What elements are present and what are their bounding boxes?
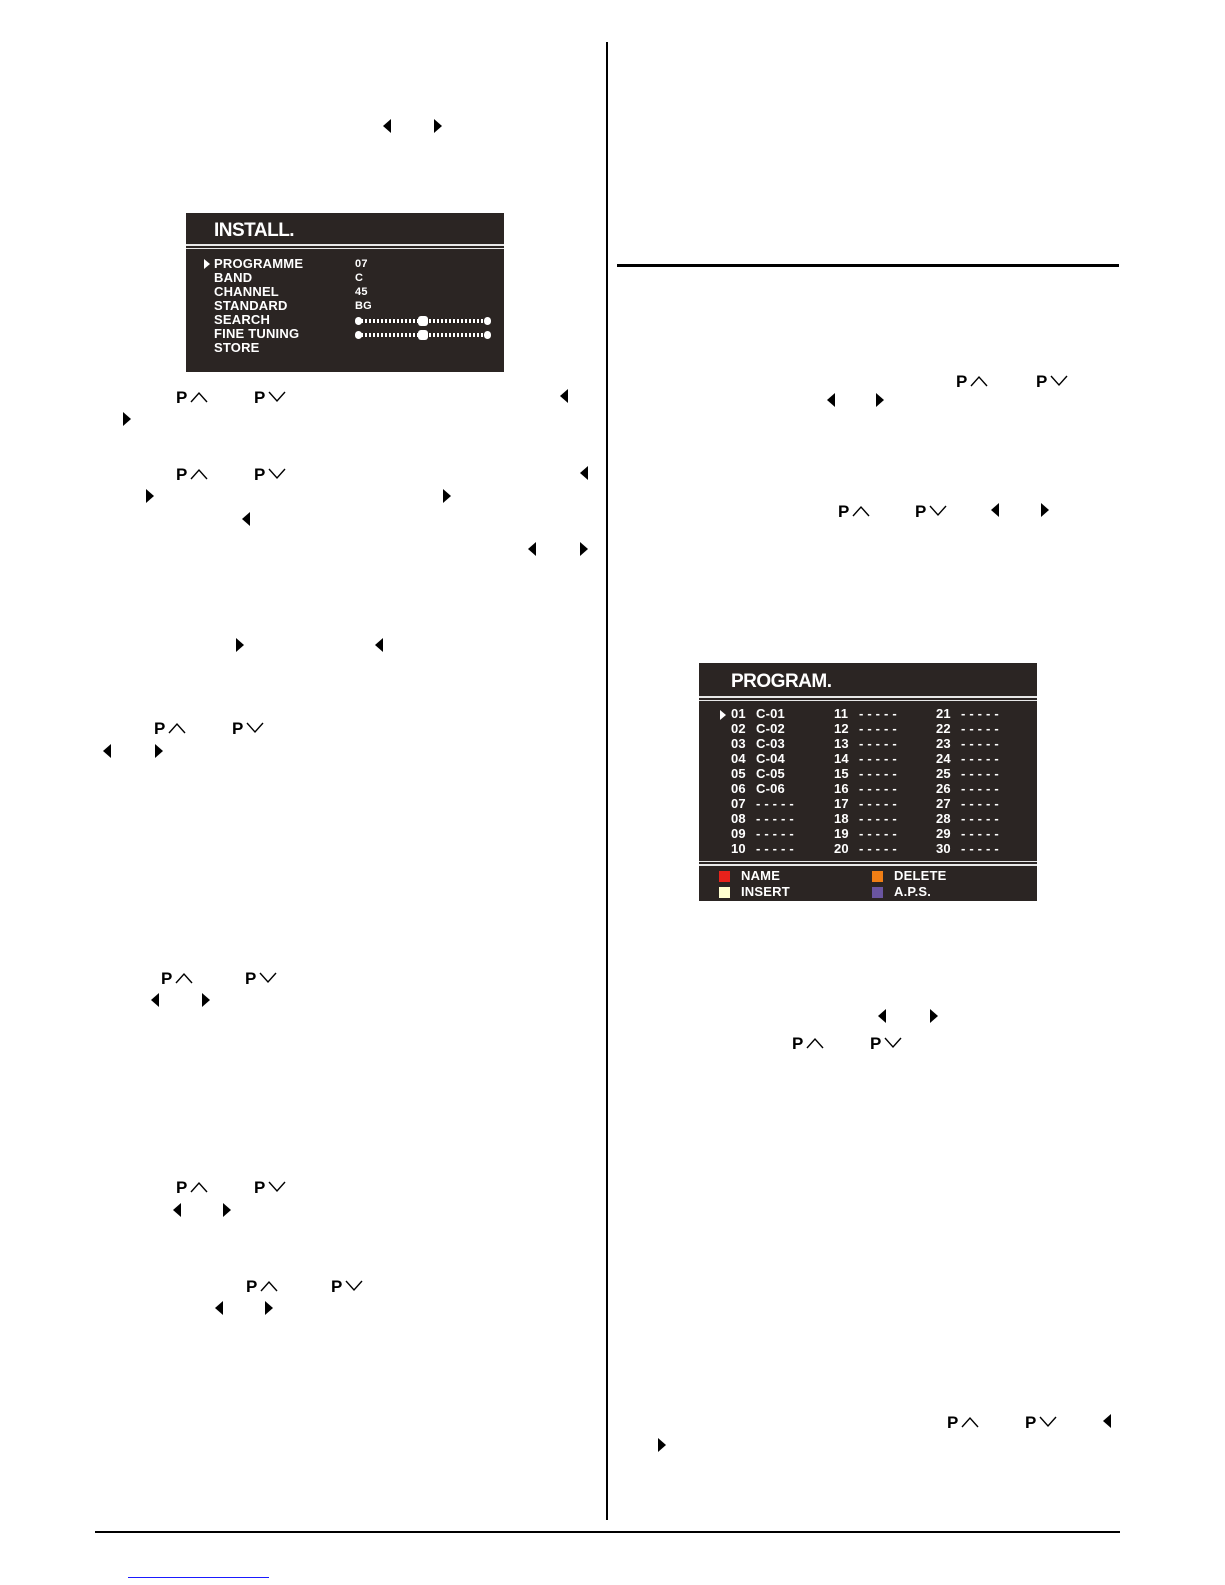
- program-number[interactable]: 25: [936, 766, 951, 781]
- install-row-store[interactable]: [214, 341, 260, 355]
- p-key-label: P: [947, 1412, 959, 1432]
- p-key-label: P: [956, 371, 968, 391]
- program-number[interactable]: 16: [834, 781, 849, 796]
- program-number[interactable]: 14: [834, 751, 849, 766]
- install-menu-divider: [186, 244, 504, 246]
- right-arrow-icon: [1041, 503, 1049, 517]
- program-number[interactable]: 09: [731, 826, 746, 841]
- chevron-down-icon: [884, 1037, 902, 1049]
- program-up-key: [246, 1275, 278, 1297]
- chevron-down-icon: [259, 972, 277, 984]
- program-number[interactable]: 28: [936, 811, 951, 826]
- p-key-label: P: [838, 501, 850, 521]
- program-name[interactable]: C-02: [756, 721, 785, 736]
- program-number[interactable]: 24: [936, 751, 951, 766]
- chevron-down-icon: [929, 505, 947, 517]
- program-up-key: [956, 370, 988, 392]
- program-down-key: [254, 1176, 286, 1198]
- program-name[interactable]: C-01: [756, 706, 785, 721]
- right-arrow-icon: [443, 489, 451, 503]
- program-number[interactable]: 15: [834, 766, 849, 781]
- program-name[interactable]: - - - - -: [961, 736, 999, 751]
- footer-rule: [95, 1531, 1120, 1533]
- program-up-key: [838, 500, 870, 522]
- column-divider: [606, 42, 608, 1520]
- selection-cursor-icon: [720, 710, 726, 720]
- install-row-search[interactable]: [214, 313, 270, 327]
- program-number[interactable]: 17: [834, 796, 849, 811]
- program-number[interactable]: 11: [834, 706, 849, 721]
- program-menu-divider: [699, 861, 1037, 862]
- slider-right-end-icon: [484, 317, 491, 325]
- program-name[interactable]: - - - - -: [961, 841, 999, 856]
- left-arrow-icon: [375, 638, 383, 652]
- chevron-down-icon: [1050, 375, 1068, 387]
- white-key-icon: [719, 887, 730, 898]
- program-name[interactable]: - - - - -: [961, 781, 999, 796]
- program-down-key: [870, 1032, 902, 1054]
- program-number[interactable]: 06: [731, 781, 746, 796]
- p-key-label: P: [792, 1033, 804, 1053]
- chevron-up-icon: [806, 1037, 824, 1049]
- program-name[interactable]: - - - - -: [859, 826, 897, 841]
- install-row-band[interactable]: [214, 271, 252, 285]
- chevron-up-icon: [190, 1181, 208, 1193]
- program-name[interactable]: - - - - -: [961, 826, 999, 841]
- row-label: BAND: [214, 270, 253, 285]
- right-arrow-icon: [434, 119, 442, 133]
- install-menu-title: INSTALL.: [214, 220, 295, 241]
- install-menu-divider: [186, 248, 504, 249]
- program-name[interactable]: - - - - -: [756, 796, 794, 811]
- p-key-label: P: [1025, 1412, 1037, 1432]
- program-menu-divider: [699, 696, 1037, 698]
- right-arrow-icon: [265, 1301, 273, 1315]
- program-number[interactable]: 18: [834, 811, 849, 826]
- program-up-key: [176, 386, 208, 408]
- chevron-down-icon: [345, 1280, 363, 1292]
- fine-tuning-slider[interactable]: [355, 331, 491, 339]
- program-number[interactable]: 05: [731, 766, 746, 781]
- left-arrow-icon: [103, 744, 111, 758]
- right-arrow-icon: [580, 542, 588, 556]
- orange-key-icon: [872, 871, 883, 882]
- program-name[interactable]: - - - - -: [756, 841, 794, 856]
- slider-right-end-icon: [484, 331, 491, 339]
- program-menu: [699, 663, 1037, 901]
- program-number[interactable]: 26: [936, 781, 951, 796]
- p-key-label: P: [1036, 371, 1048, 391]
- program-name[interactable]: - - - - -: [961, 811, 999, 826]
- row-label: FINE TUNING: [214, 326, 300, 341]
- right-arrow-icon: [876, 393, 884, 407]
- chevron-up-icon: [961, 1416, 979, 1428]
- slider-knob[interactable]: [418, 330, 428, 340]
- chevron-up-icon: [168, 722, 186, 734]
- legend-name: NAME: [741, 868, 781, 883]
- left-arrow-icon: [528, 542, 536, 556]
- program-number[interactable]: 22: [936, 721, 951, 736]
- left-arrow-icon: [242, 512, 250, 526]
- program-name[interactable]: - - - - -: [756, 826, 794, 841]
- right-arrow-icon: [202, 993, 210, 1007]
- program-number[interactable]: 12: [834, 721, 849, 736]
- search-slider[interactable]: [355, 317, 491, 325]
- program-up-key: [792, 1032, 824, 1054]
- install-menu: [186, 213, 504, 372]
- purple-key-icon: [872, 887, 883, 898]
- program-down-key: [331, 1275, 363, 1297]
- program-name[interactable]: - - - - -: [859, 811, 897, 826]
- p-key-label: P: [254, 464, 266, 484]
- install-value-programme: 07: [355, 258, 368, 270]
- p-key-label: P: [245, 968, 257, 988]
- left-arrow-icon: [173, 1203, 181, 1217]
- left-arrow-icon: [383, 119, 391, 133]
- program-number[interactable]: 19: [834, 826, 849, 841]
- install-value-band: C: [355, 272, 364, 284]
- p-key-label: P: [176, 464, 188, 484]
- p-key-label: P: [915, 501, 927, 521]
- program-number[interactable]: 01: [731, 706, 746, 721]
- program-number[interactable]: 07: [731, 796, 746, 811]
- program-name[interactable]: - - - - -: [859, 796, 897, 811]
- right-arrow-icon: [123, 412, 131, 426]
- left-arrow-icon: [878, 1009, 886, 1023]
- row-label: PROGRAMME: [214, 256, 304, 271]
- row-label: STORE: [214, 340, 260, 355]
- right-arrow-icon: [658, 1438, 666, 1452]
- p-key-label: P: [232, 718, 244, 738]
- p-key-label: P: [154, 718, 166, 738]
- chevron-down-icon: [268, 468, 286, 480]
- right-arrow-icon: [930, 1009, 938, 1023]
- program-number[interactable]: 20: [834, 841, 849, 856]
- chevron-up-icon: [190, 468, 208, 480]
- program-number[interactable]: 04: [731, 751, 746, 766]
- left-arrow-icon: [580, 466, 588, 480]
- program-menu-divider: [699, 700, 1037, 701]
- right-arrow-icon: [236, 638, 244, 652]
- chevron-down-icon: [1039, 1416, 1057, 1428]
- install-value-channel: 45: [355, 286, 368, 298]
- chevron-up-icon: [852, 505, 870, 517]
- program-up-key: [947, 1411, 979, 1433]
- program-number[interactable]: 21: [936, 706, 951, 721]
- program-down-key: [254, 463, 286, 485]
- program-down-key: [254, 386, 286, 408]
- left-arrow-icon: [215, 1301, 223, 1315]
- left-arrow-icon: [827, 393, 835, 407]
- program-name[interactable]: - - - - -: [859, 841, 897, 856]
- p-key-label: P: [176, 387, 188, 407]
- program-number[interactable]: 23: [936, 736, 951, 751]
- program-name[interactable]: - - - - -: [859, 781, 897, 796]
- program-name[interactable]: - - - - -: [961, 796, 999, 811]
- chevron-up-icon: [190, 391, 208, 403]
- program-name[interactable]: - - - - -: [859, 751, 897, 766]
- program-up-key: [176, 1176, 208, 1198]
- program-number[interactable]: 30: [936, 841, 951, 856]
- install-row-channel[interactable]: [214, 285, 279, 299]
- program-number[interactable]: 03: [731, 736, 746, 751]
- program-menu-divider: [699, 864, 1037, 866]
- footer-link-underline: [128, 1577, 269, 1578]
- install-row-fine-tuning[interactable]: [214, 327, 299, 341]
- program-number[interactable]: 02: [731, 721, 746, 736]
- chevron-up-icon: [970, 375, 988, 387]
- program-down-key: [1036, 370, 1068, 392]
- program-name[interactable]: - - - - -: [961, 751, 999, 766]
- right-arrow-icon: [146, 489, 154, 503]
- p-key-label: P: [176, 1177, 188, 1197]
- program-down-key: [1025, 1411, 1057, 1433]
- right-arrow-icon: [223, 1203, 231, 1217]
- right-arrow-icon: [155, 744, 163, 758]
- chevron-up-icon: [260, 1280, 278, 1292]
- left-arrow-icon: [560, 389, 568, 403]
- left-arrow-icon: [151, 993, 159, 1007]
- section-rule: [617, 264, 1119, 267]
- program-name[interactable]: - - - - -: [756, 811, 794, 826]
- program-name[interactable]: C-06: [756, 781, 785, 796]
- legend-insert: INSERT: [741, 884, 790, 899]
- program-name[interactable]: C-04: [756, 751, 785, 766]
- program-down-key: [245, 967, 277, 989]
- row-label: CHANNEL: [214, 284, 279, 299]
- p-key-label: P: [254, 387, 266, 407]
- program-name[interactable]: - - - - -: [859, 706, 897, 721]
- program-number[interactable]: 27: [936, 796, 951, 811]
- program-menu-title: PROGRAM.: [731, 671, 832, 692]
- program-name[interactable]: - - - - -: [961, 706, 999, 721]
- red-key-icon: [719, 871, 730, 882]
- install-row-standard[interactable]: [214, 299, 288, 313]
- program-number[interactable]: 13: [834, 736, 849, 751]
- chevron-down-icon: [268, 1181, 286, 1193]
- program-name[interactable]: C-05: [756, 766, 785, 781]
- p-key-label: P: [161, 968, 173, 988]
- p-key-label: P: [870, 1033, 882, 1053]
- slider-left-end-icon: [355, 317, 362, 325]
- program-up-key: [161, 967, 193, 989]
- program-number[interactable]: 08: [731, 811, 746, 826]
- slider-knob[interactable]: [418, 316, 428, 326]
- legend-delete: DELETE: [894, 868, 947, 883]
- chevron-down-icon: [246, 722, 264, 734]
- program-name[interactable]: - - - - -: [859, 721, 897, 736]
- selection-cursor-icon: [204, 259, 210, 269]
- program-name[interactable]: C-03: [756, 736, 785, 751]
- chevron-down-icon: [268, 391, 286, 403]
- program-name[interactable]: - - - - -: [961, 766, 999, 781]
- program-name[interactable]: - - - - -: [859, 766, 897, 781]
- row-label: STANDARD: [214, 298, 288, 313]
- left-arrow-icon: [991, 503, 999, 517]
- program-number[interactable]: 29: [936, 826, 951, 841]
- p-key-label: P: [331, 1276, 343, 1296]
- program-name[interactable]: - - - - -: [961, 721, 999, 736]
- row-label: SEARCH: [214, 312, 271, 327]
- program-name[interactable]: - - - - -: [859, 736, 897, 751]
- install-value-standard: BG: [355, 300, 372, 312]
- slider-left-end-icon: [355, 331, 362, 339]
- install-row-programme[interactable]: [214, 257, 303, 271]
- program-up-key: [154, 717, 186, 739]
- program-number[interactable]: 10: [731, 841, 746, 856]
- program-down-key: [915, 500, 947, 522]
- left-arrow-icon: [1103, 1414, 1111, 1428]
- p-key-label: P: [246, 1276, 258, 1296]
- program-down-key: [232, 717, 264, 739]
- p-key-label: P: [254, 1177, 266, 1197]
- chevron-up-icon: [175, 972, 193, 984]
- program-up-key: [176, 463, 208, 485]
- legend-aps: A.P.S.: [894, 884, 932, 899]
